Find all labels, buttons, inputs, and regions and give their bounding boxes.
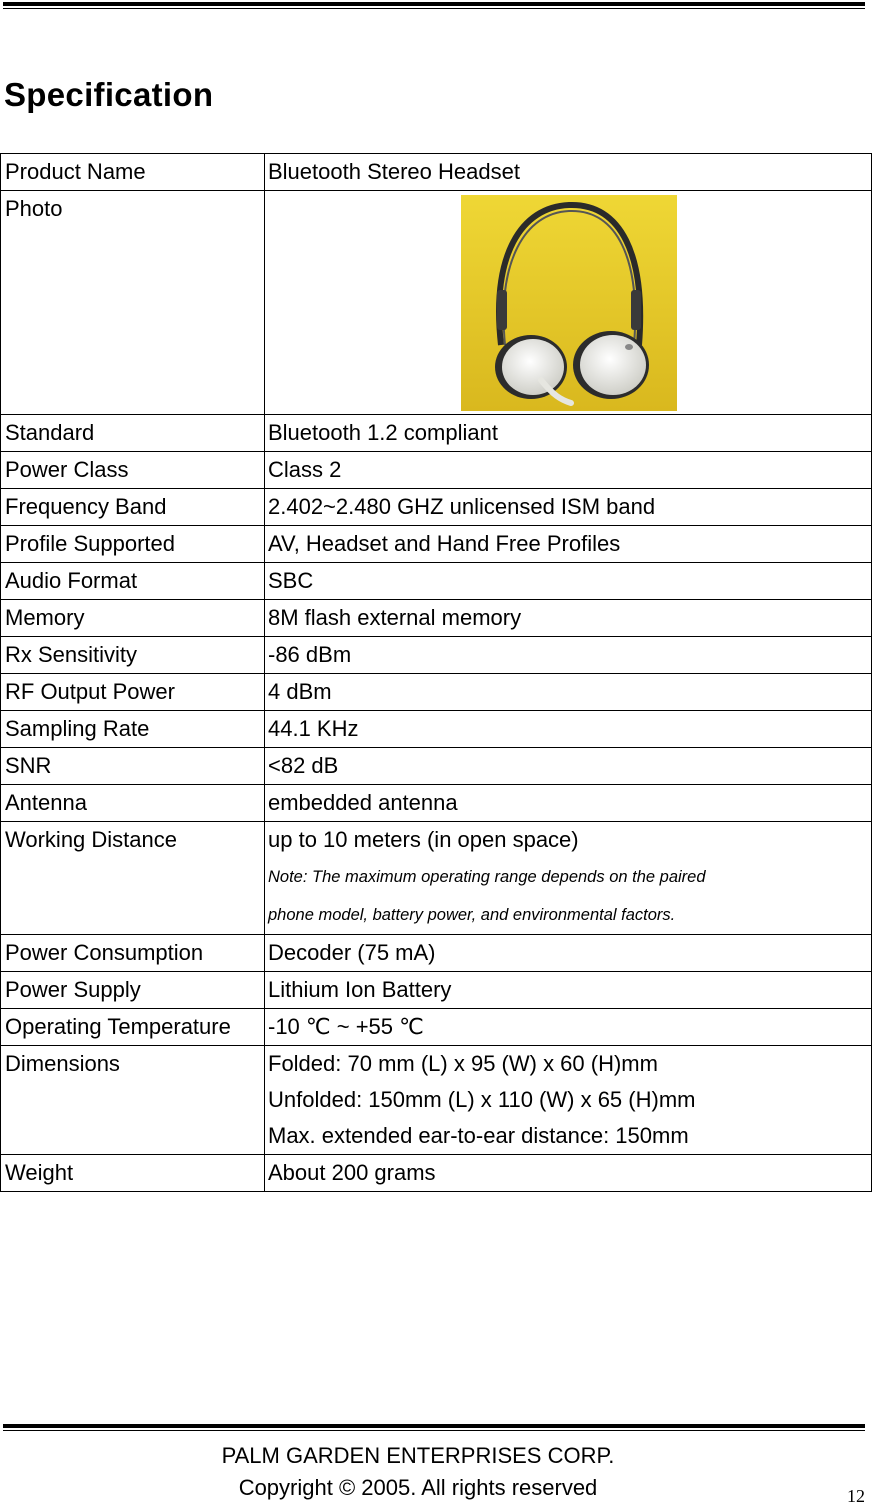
spec-value: Lithium Ion Battery xyxy=(265,972,872,1009)
range-note: phone model, battery power, and environmental factors. xyxy=(268,906,676,924)
spec-label: Memory xyxy=(1,600,265,637)
dimension-folded: Folded: 70 mm (L) x 95 (W) x 60 (H)mm xyxy=(268,1051,658,1076)
table-row xyxy=(1,415,872,452)
spec-value: 44.1 KHz xyxy=(265,711,872,748)
spec-value: 2.402~2.480 GHZ unlicensed ISM band xyxy=(265,489,872,526)
spec-label: Photo xyxy=(1,191,265,415)
table-row xyxy=(1,748,872,785)
spec-value: embedded antenna xyxy=(265,785,872,822)
page-number: 12 xyxy=(847,1486,865,1506)
table-row xyxy=(1,711,872,748)
spec-label: Product Name xyxy=(1,154,265,191)
photo-cell xyxy=(265,191,872,415)
spec-label: Frequency Band xyxy=(1,489,265,526)
spec-label: RF Output Power xyxy=(1,674,265,711)
table-row xyxy=(1,935,872,972)
table-row xyxy=(1,1009,872,1046)
table-row xyxy=(1,563,872,600)
table-row xyxy=(1,674,872,711)
spec-label: Dimensions xyxy=(1,1046,265,1155)
spec-label: Sampling Rate xyxy=(1,711,265,748)
spec-label: Power Consumption xyxy=(1,935,265,972)
table-row xyxy=(1,191,872,415)
spec-value: AV, Headset and Hand Free Profiles xyxy=(265,526,872,563)
spec-value-group xyxy=(265,1046,872,1155)
spec-value: Decoder (75 mA) xyxy=(265,935,872,972)
spec-label: SNR xyxy=(1,748,265,785)
table-row xyxy=(1,154,872,191)
spec-value: 8M flash external memory xyxy=(265,600,872,637)
company-name: PALM GARDEN ENTERPRISES CORP. xyxy=(221,1443,615,1468)
page-title: Specification xyxy=(4,76,214,113)
spec-value: -86 dBm xyxy=(265,637,872,674)
spec-value: up to 10 meters (in open space) xyxy=(268,827,579,852)
spec-label: Audio Format xyxy=(1,563,265,600)
top-rule xyxy=(3,2,865,9)
table-row xyxy=(1,1155,872,1192)
spec-value: Class 2 xyxy=(265,452,872,489)
table-row xyxy=(1,637,872,674)
table-row xyxy=(1,489,872,526)
spec-label: Weight xyxy=(1,1155,265,1192)
spec-value: About 200 grams xyxy=(265,1155,872,1192)
table-row xyxy=(1,452,872,489)
spec-value: -10 ℃ ~ +55 ℃ xyxy=(265,1009,872,1046)
spec-label: Standard xyxy=(1,415,265,452)
table-row xyxy=(1,1046,872,1155)
spec-value: Bluetooth 1.2 compliant xyxy=(265,415,872,452)
spec-label: Profile Supported xyxy=(1,526,265,563)
spec-value: SBC xyxy=(265,563,872,600)
spec-label: Operating Temperature xyxy=(1,1009,265,1046)
spec-value: <82 dB xyxy=(265,748,872,785)
spec-label: Power Class xyxy=(1,452,265,489)
spec-label: Working Distance xyxy=(1,822,265,935)
spec-value: Bluetooth Stereo Headset xyxy=(265,154,872,191)
bottom-rule xyxy=(3,1424,865,1431)
table-row xyxy=(1,600,872,637)
table-row xyxy=(1,822,872,935)
range-note: Note: The maximum operating range depends on the paired xyxy=(268,868,706,886)
copyright-notice: Copyright © 2005. All rights reserved xyxy=(238,1475,598,1500)
table-row xyxy=(1,785,872,822)
table-row xyxy=(1,972,872,1009)
dimension-ear-to-ear: Max. extended ear-to-ear distance: 150mm xyxy=(268,1123,689,1148)
dimension-unfolded: Unfolded: 150mm (L) x 110 (W) x 65 (H)mm xyxy=(268,1087,696,1112)
table-row xyxy=(1,526,872,563)
spec-label: Power Supply xyxy=(1,972,265,1009)
footer xyxy=(0,1440,836,1504)
spec-table xyxy=(0,153,872,1192)
spec-label: Rx Sensitivity xyxy=(1,637,265,674)
spec-value-group xyxy=(265,822,872,935)
headset-photo xyxy=(461,195,677,411)
spec-value: 4 dBm xyxy=(265,674,872,711)
spec-label: Antenna xyxy=(1,785,265,822)
